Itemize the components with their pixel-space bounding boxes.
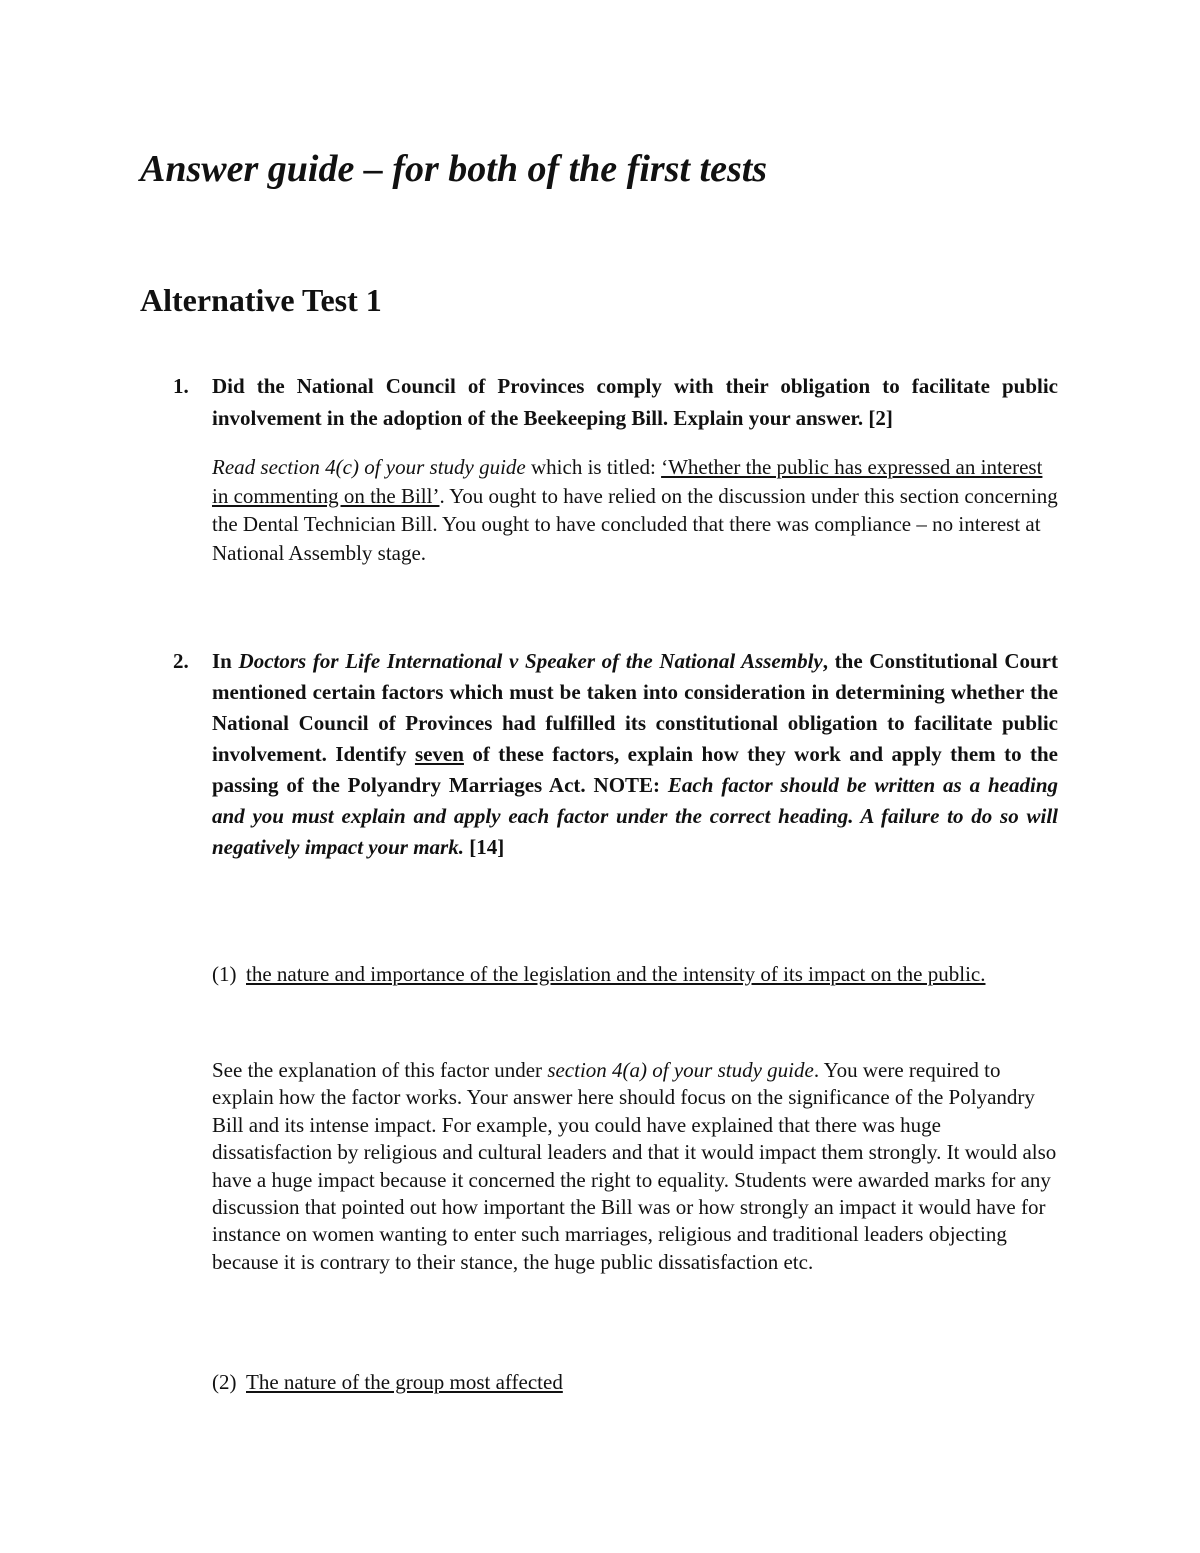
- question-1: [140, 370, 1058, 434]
- factor-2-heading: The nature of the group most affected: [246, 1370, 563, 1394]
- question-1-number: 1.: [173, 374, 189, 398]
- question-2-note: Each factor should be written as a heading and you must explain and apply each factor under the correct heading. A failure to do so will negatively impact your mark.: [212, 773, 1058, 859]
- answer-2-text-b: . You were required to explain how the factor works. Your answer here should focus on the significance of the Polyandry Bill and its intense impact. For example, you could have explained that there was huge dissatisfaction by religious and cultural leaders and that it would impact them strongly. It would also have a huge impact because it concerned the right to equality. Students were awarded marks for any discussion that pointed out how important the Bill was or how strongly an impact it would have for instance on women wanting to enter such marriages, religious and traditional leaders objecting because it is contrary to their stance, the huge public dissatisfaction etc.: [212, 1058, 1057, 1274]
- factor-2: [212, 1367, 1060, 1397]
- question-1-text: Did the National Council of Provinces comply with their obligation to facilitate public involvement in the adoption of the Beekeeping Bill. Explain your answer. [2]: [212, 374, 1058, 430]
- factor-2-number: (2): [212, 1370, 237, 1394]
- factor-1-number: (1): [212, 962, 237, 986]
- answer-1-text-b: . You ought to have relied on the discussion under this section concerning the Dental Technician Bill. You ought to have concluded that there was compliance – no interest at National Assembly stage.: [212, 483, 1058, 565]
- question-2-emphasis: seven: [414, 742, 464, 766]
- answer-2: [212, 1057, 1062, 1276]
- answer-1-section-title: ‘Whether the public has expressed an interest in commenting on the Bill’: [212, 455, 1043, 508]
- factor-1: [212, 959, 1060, 989]
- document-title: Answer guide – for both of the first tests: [140, 148, 768, 190]
- answer-2-text-a: See the explanation of this factor under: [212, 1058, 548, 1082]
- question-2-marks: [14]: [463, 835, 505, 859]
- section-heading: Alternative Test 1: [140, 282, 382, 318]
- question-2-text-c: of these factors, explain how they work and apply them to the passing of the Polyandry Marriages Act. NOTE:: [212, 742, 1058, 797]
- question-2: [140, 646, 1058, 863]
- question-2-text-a: In: [212, 649, 239, 673]
- question-2-text-b: , the Constitutional Court mentioned certain factors which must be taken into consideration in determining whether the National Council of Provinces had fulfilled its constitutional obligation to facilitate public involvement. Identify: [212, 649, 1058, 766]
- factor-1-heading: the nature and importance of the legislation and the intensity of its impact on the public.: [246, 962, 986, 986]
- answer-2-reference: section 4(a) of your study guide: [547, 1058, 814, 1082]
- answer-1-reference: Read section 4(c) of your study guide: [212, 455, 526, 479]
- question-2-text: [212, 646, 1058, 863]
- answer-1: [212, 453, 1062, 567]
- answer-1-text-a: which is titled:: [525, 455, 662, 479]
- question-2-number: 2.: [173, 649, 189, 673]
- case-name: Doctors for Life International v Speaker of the National Assembly: [238, 649, 823, 673]
